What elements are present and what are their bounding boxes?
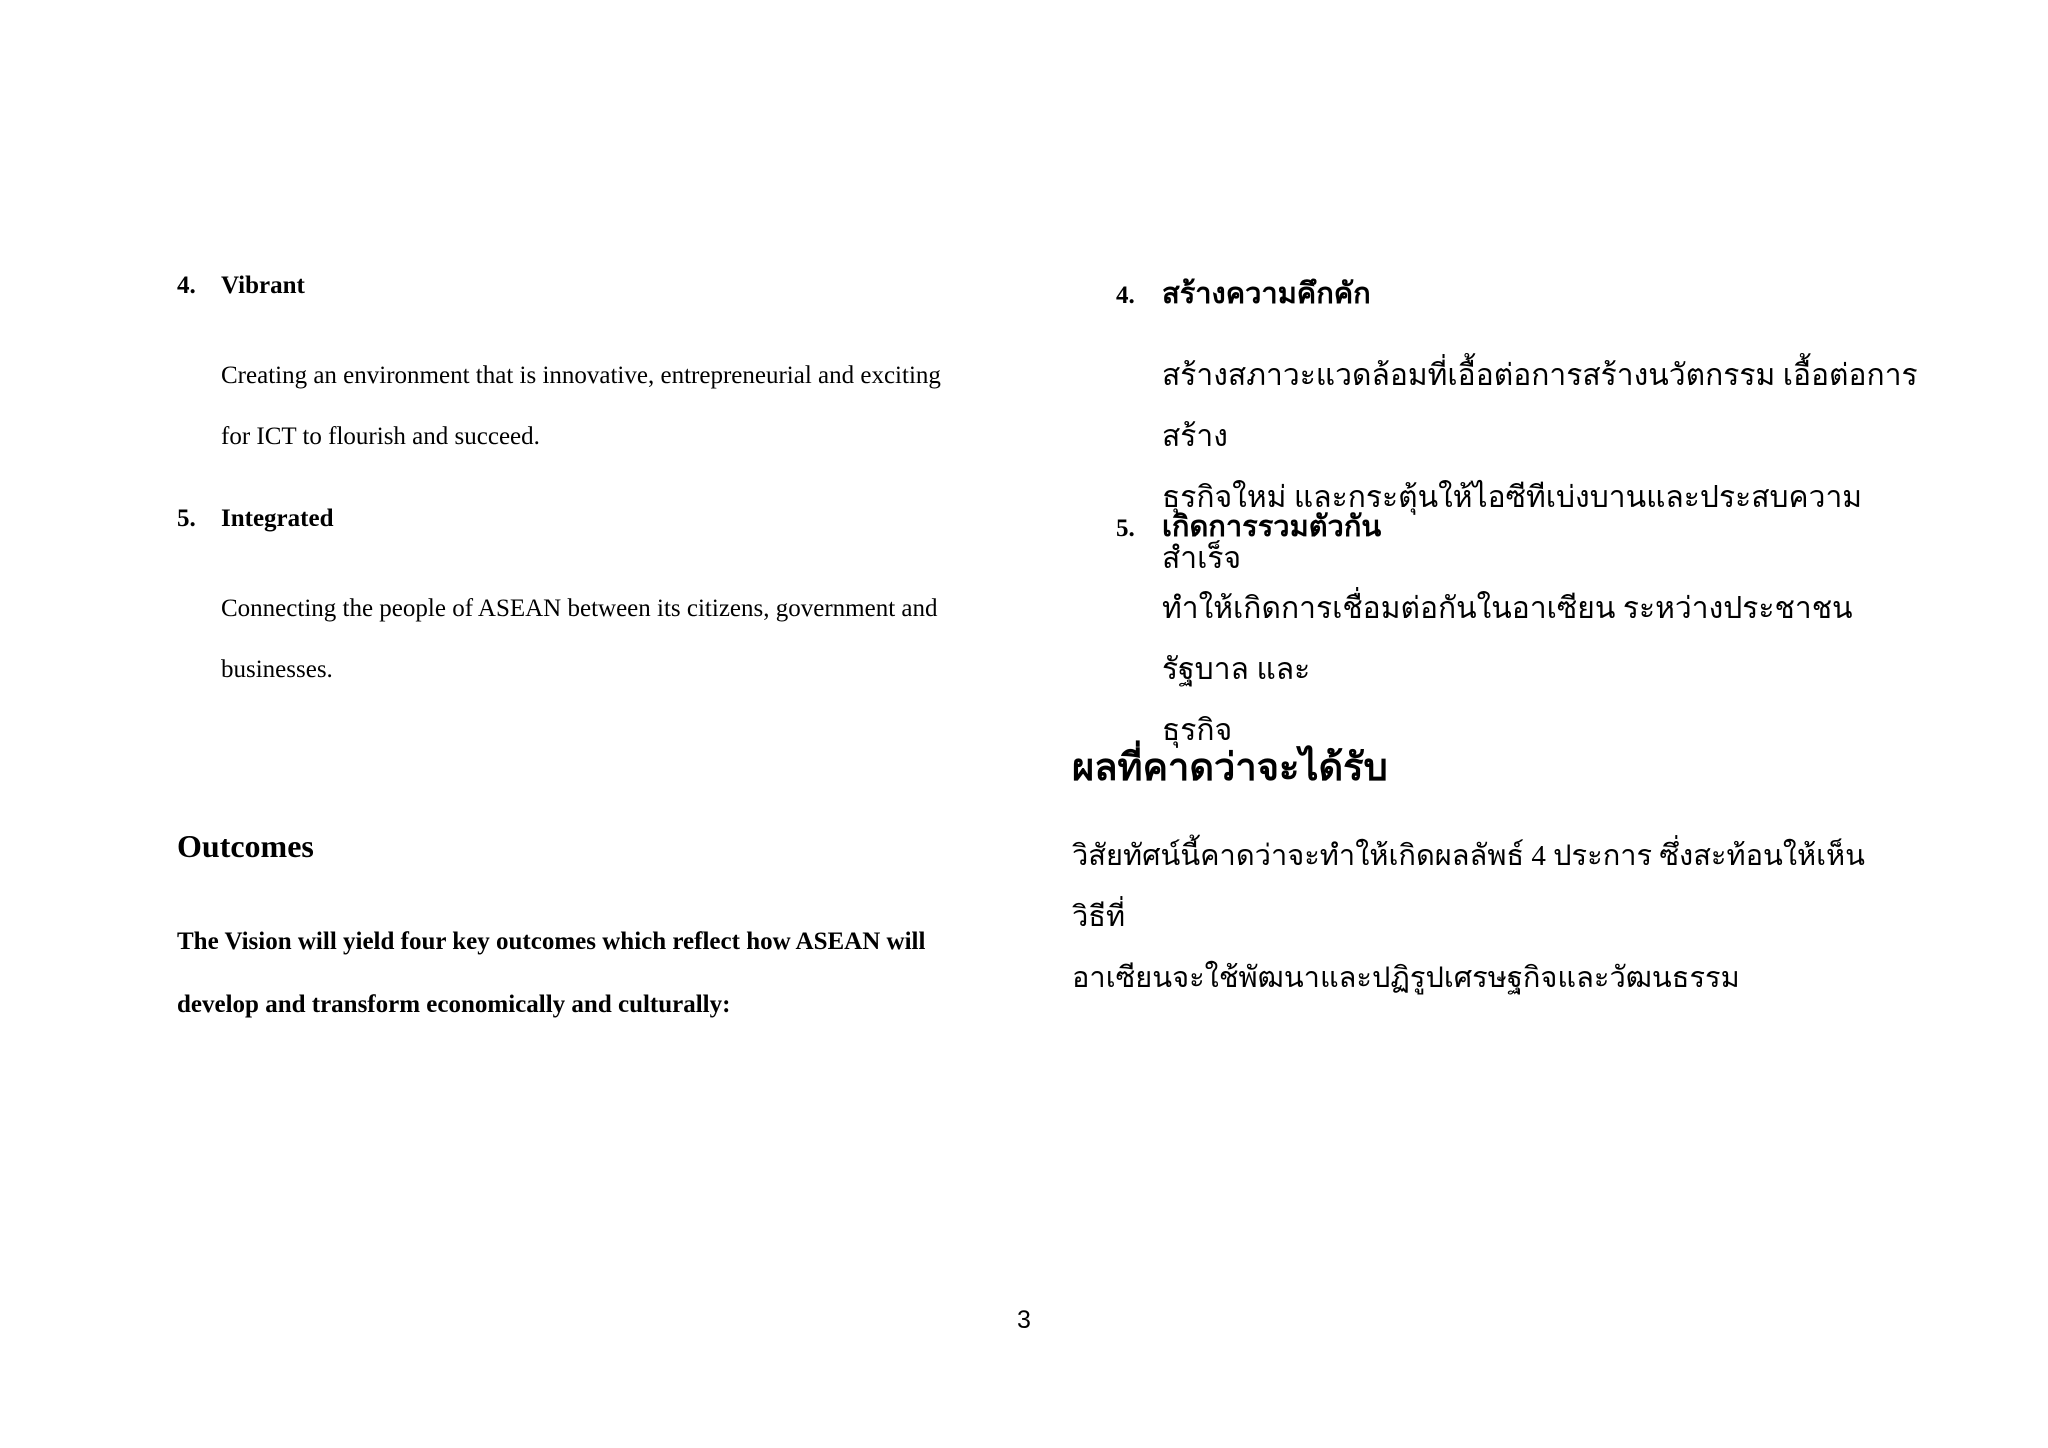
body-line: Creating an environment that is innovative, entrepreneurial and exciting [221, 362, 941, 389]
body-line: for ICT to flourish and succeed. [221, 423, 540, 450]
item-title: Vibrant [221, 272, 305, 299]
thai-item-body-integrated [1162, 578, 1922, 761]
intro-line: วิสัยทัศน์นี้คาดว่าจะทำให้เกิดผลลัพธ์ 4 ประการ ซึ่งสะท้อนให้เห็นวิธีที่ [1072, 840, 1865, 933]
body-line: businesses. [221, 656, 333, 683]
outcomes-title: Outcomes [177, 828, 314, 864]
thai-item-heading-integrated [1116, 503, 1381, 549]
item-title: สร้างความคึกคัก [1162, 278, 1371, 310]
intro-line: develop and transform economically and culturally: [177, 991, 731, 1018]
item-title: Integrated [221, 505, 334, 532]
item-heading-vibrant [177, 272, 305, 300]
item-body-vibrant [221, 345, 1001, 467]
thai-item-heading-vibrant [1116, 270, 1371, 316]
body-line: Connecting the people of ASEAN between its citizens, government and [221, 595, 938, 622]
body-line: ธุรกิจ [1162, 714, 1233, 747]
item-number: 5. [1116, 515, 1135, 542]
outcomes-intro [177, 910, 977, 1036]
item-title: เกิดการรวมตัวกัน [1162, 511, 1382, 543]
page-number: 3 [1017, 1306, 1031, 1334]
body-line: สร้างสภาวะแวดล้อมที่เอื้อต่อการสร้างนวัตกรรม เอื้อต่อการสร้าง [1162, 359, 1918, 453]
item-body-integrated [221, 578, 1001, 700]
thai-item-body-vibrant [1162, 345, 1922, 589]
item-number: 5. [177, 505, 196, 532]
thai-outcomes-title: ผลที่คาดว่าจะได้รับ [1072, 747, 1388, 789]
intro-line: The Vision will yield four key outcomes which reflect how ASEAN will [177, 928, 926, 955]
item-number: 4. [1116, 282, 1135, 309]
intro-line: อาเซียนจะใช้พัฒนาและปฏิรูปเศรษฐกิจและวัฒนธรรม [1072, 962, 1740, 994]
body-line: ทำให้เกิดการเชื่อมต่อกันในอาเซียน ระหว่างประชาชน รัฐบาล และ [1162, 592, 1853, 686]
body-line: ธุรกิจใหม่ และกระตุ้นให้ไอซีทีเบ่งบานและประสบความสำเร็จ [1162, 481, 1863, 575]
thai-outcomes-intro [1072, 826, 1892, 1009]
item-number: 4. [177, 272, 196, 299]
item-heading-integrated [177, 505, 333, 533]
